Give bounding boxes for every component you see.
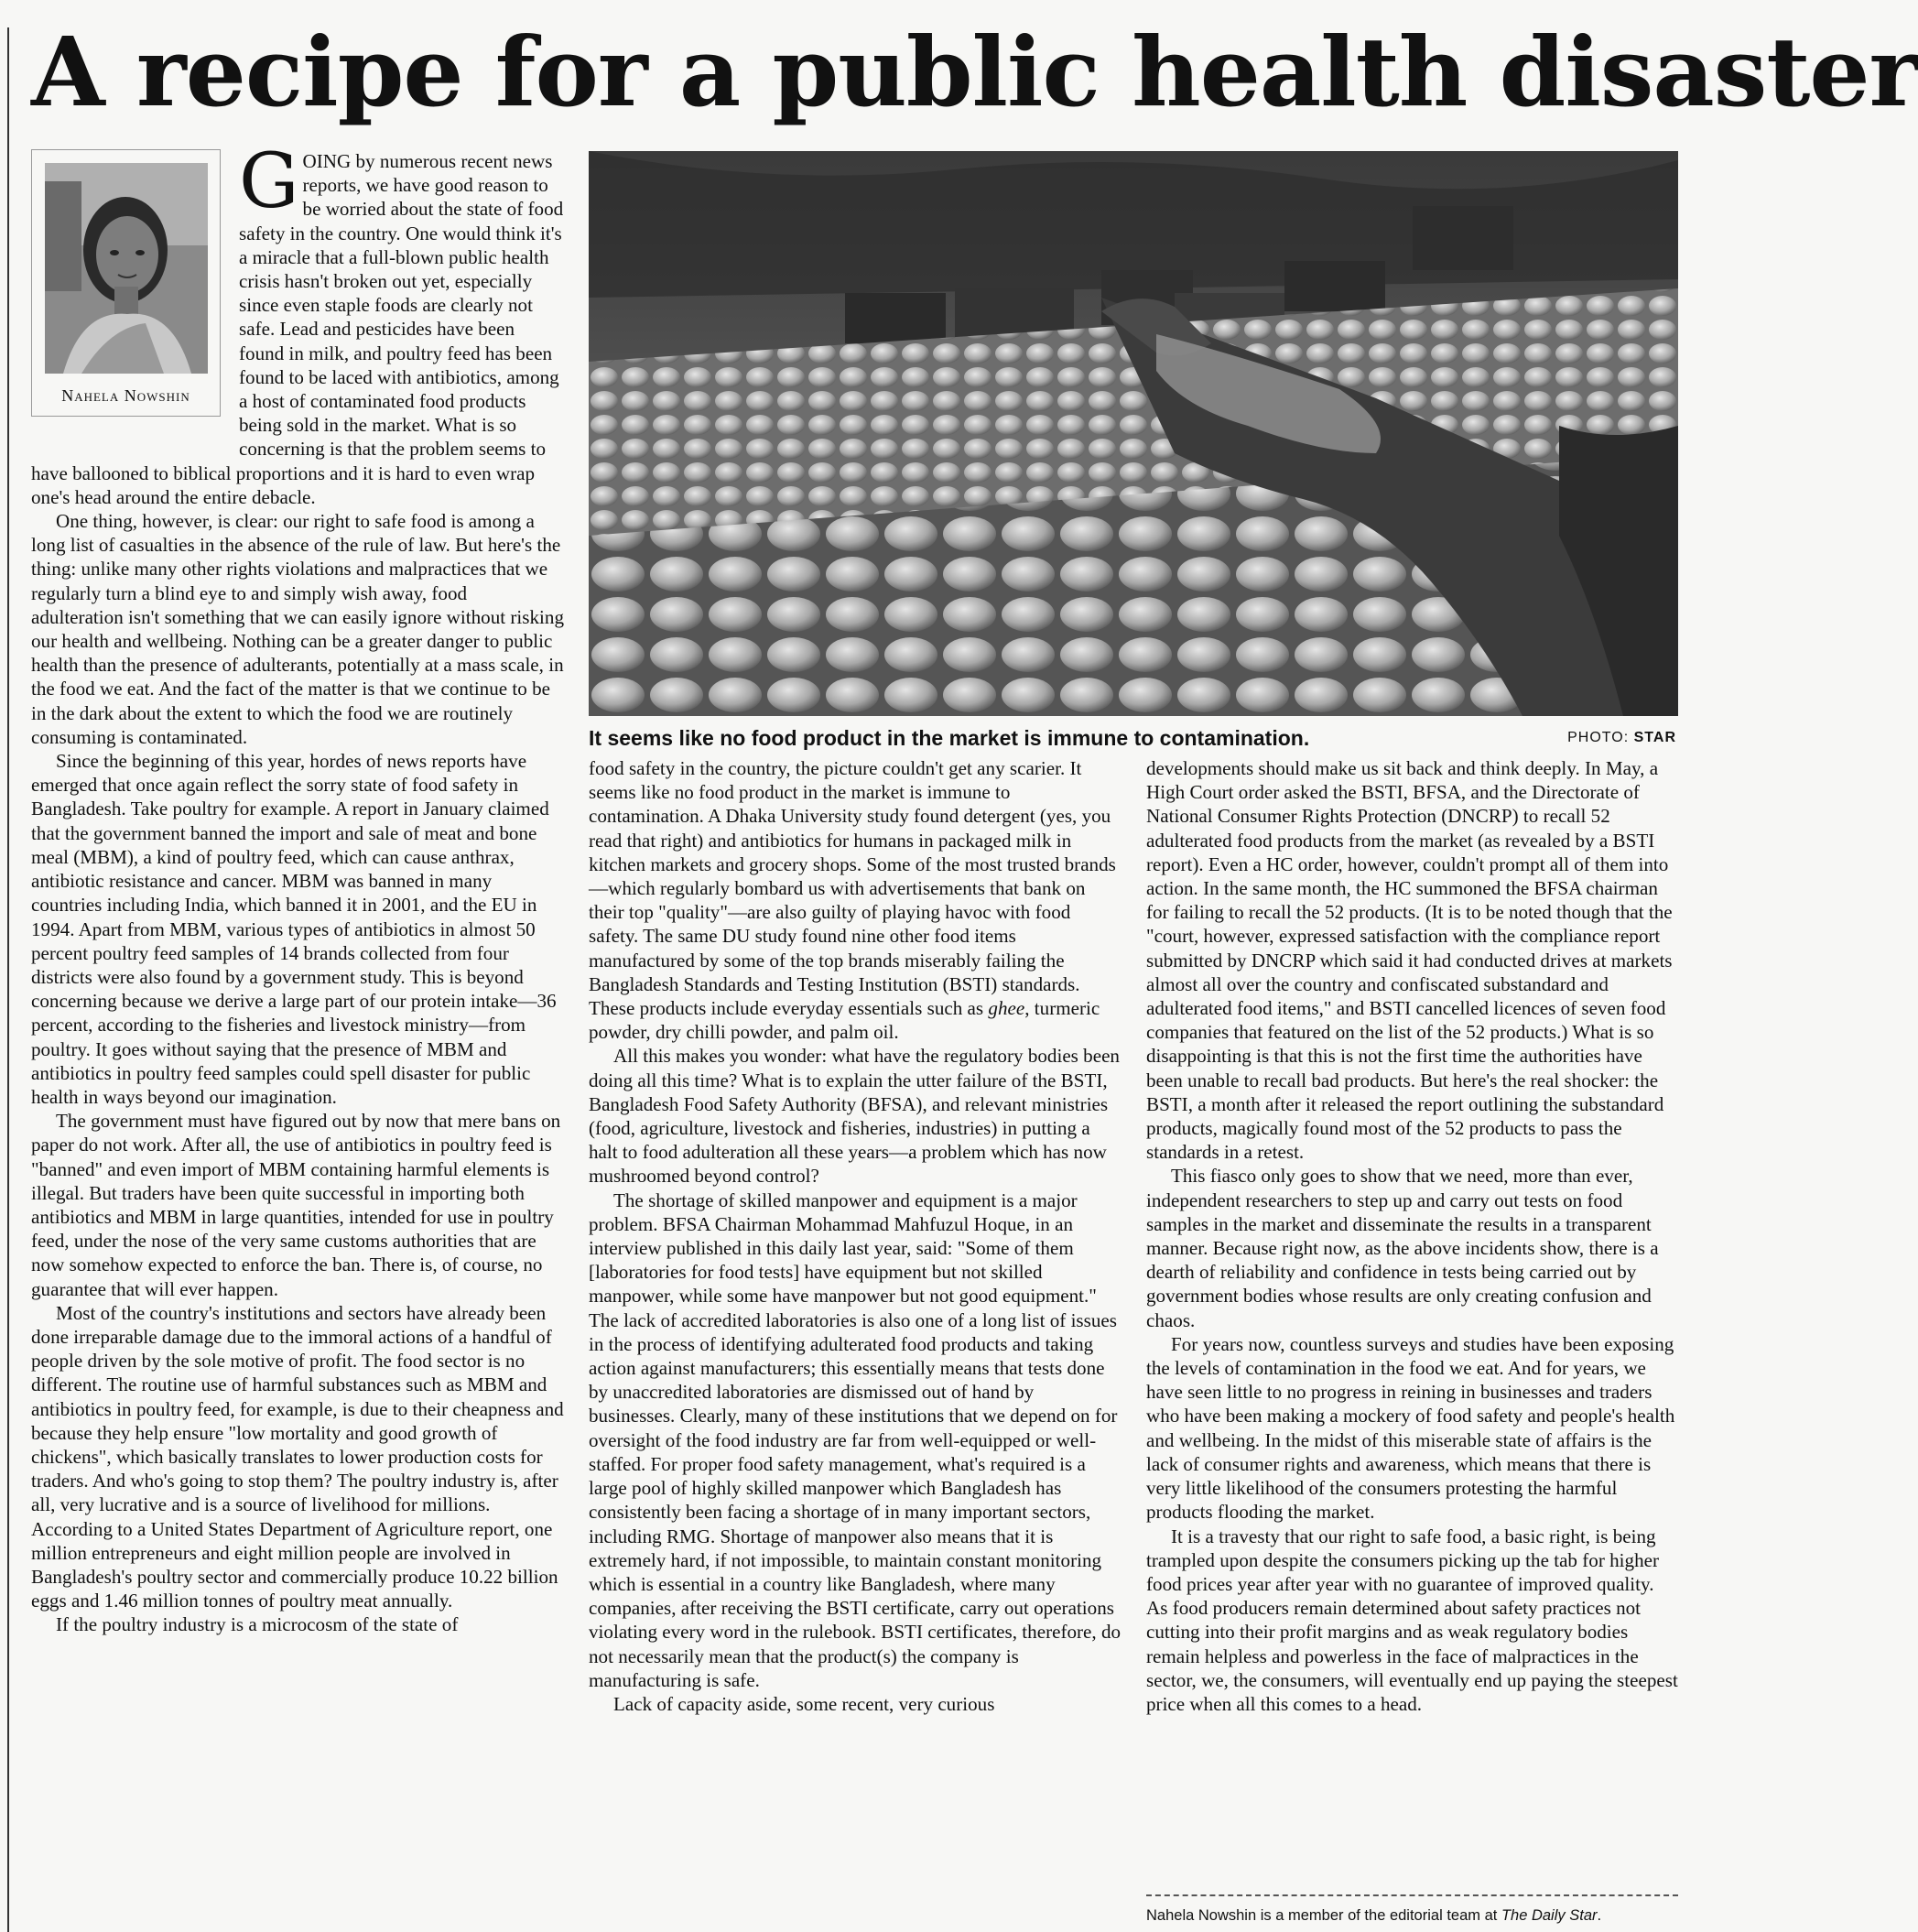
author-footnote: Nahela Nowshin is a member of the editorial team at The Daily Star. (1146, 1907, 1602, 1924)
photo-credit-label: PHOTO: (1567, 730, 1630, 745)
article-paragraph: One thing, however, is clear: our right to safe food is among a long list of casualties in the absence of the rule of law. But here's the thing: unlike many other rights violations and malpractices that we regularly turn a blind eye to and simply wish away, food adulteration isn't something that we can easily ignore without risking our health and wellbeing. Nothing can be a greater danger to public health than the presence of adulterants, potentially at a mass scale, in the food we eat. And the fact of the matter is that we continue to be in the dark about the extent to which the food we are routinely consuming is contaminated. (31, 510, 565, 748)
article-paragraph: developments should make us sit back and think deeply. In May, a High Court order asked the BSTI, BFSA, and the Directorate of National Consumer Rights Protection (DNCRP) to recall 52 adulterated food products from the market (as revealed by a BSTI report). Even a HC order, however, couldn't prompt all of them into action. In the same month, the HC summoned the BFSA chairman for failing to recall the 52 products. (It is to be noted though that the "court, however, expressed satisfaction with the compliance report submitted by DNCRP which said it had conducted drives at markets almost all over the country and confiscated substandard and adulterated food items," and BSTI cancelled licences of seven food companies that featured on the list of the 52 products.) What is so disappointing is that this is not the first time the authorities have been unable to recall bad products. But here's the real shocker: the BSTI, a month after it released the report outlining the substandard products, magically found most of the 52 products to pass the standards in a retest. (1146, 757, 1673, 1164)
photo-caption: It seems like no food product in the market is immune to contamination. (589, 726, 1310, 750)
article-paragraph: It is a travesty that our right to safe food, a basic right, is being trampled upon despite the consumers picking up the tab for higher food prices year after year with no guarantee of improved quality. As food producers remain determined about safety practices not cutting into their profit margins and as weak regulatory bodies remain helpless and powerless in the face of malpractices in the sector, we, the consumers, will eventually end up paying the steepest price when all this comes to a head. (1146, 1525, 1678, 1715)
article-paragraph: For years now, countless surveys and studies have been exposing the levels of contamination in the food we eat. And for years, we have seen little to no progress in reining in businesses and traders who have been making a mockery of food safety and people's health and wellbeing. In the midst of this miserable state of affairs is the lack of consumer rights and awareness, which means that there is very little likelihood of the consumers protesting the harmful products flooding the market. (1146, 1332, 1675, 1524)
article-paragraph: GOING by numerous recent news reports, we have good reason to be worried about the state of food safety in the country. One would think it's a miracle that a full-blown public health crisis hasn't broken out yet, especially since even staple foods are clearly not safe. Lead and pesticides have been found in milk, and poultry feed has been found to be laced with antibiotics, among a host of contaminated food products being sold in the market. What is so concerning is that the problem seems to have ballooned to biblical proportions and it is hard to even wrap one's head around the entire debacle. (31, 138, 564, 508)
article-paragraph: Since the beginning of this year, hordes of news reports have emerged that once again reflect the sorry state of food safety in Bangladesh. Take poultry for example. A report in January claimed that the government banned the import and sale of meat and bone meal (MBM), a kind of poultry feed, which can cause anthrax, antibiotic resistance and cancer. MBM was banned in many countries including India, which banned it in 2001, and the EU in 1994. Apart from MBM, various types of antibiotics in almost 50 percent poultry feed samples of 14 brands collected from four districts were also found by a government study. This is beyond concerning because we derive a large part of our protein intake—36 percent, according to the fisheries and livestock ministry—from poultry. It goes without saying that the presence of MBM and antibiotics in poultry feed samples could spell disaster for public health in ways beyond our imagination. (31, 750, 557, 1108)
headline: A recipe for a public health disaster (31, 16, 1918, 128)
photo-caption-row (589, 726, 1678, 754)
article-paragraph: The shortage of skilled manpower and equipment is a major problem. BFSA Chairman Mohammad Mahfuzul Hoque, in an interview published in this daily last year, said: "Some of them [laboratories for food tests] have equipment but not skilled manpower, while some have manpower but not good equipment." The lack of accredited laboratories is also one of a long list of issues in the process of identifying adulterated food products and taking action against manufacturers; this essentially means that tests done by unaccredited laboratories are dismissed out of hand by businesses. Clearly, many of these institutions that we depend on for oversight of the food industry are far from well-equipped or well-staffed. For proper food safety management, what's required is a large pool of highly skilled manpower which Bangladesh has consistently been facing a shortage of in many important sectors, including RMG. Shortage of manpower also means that it is extremely hard, if not impossible, to maintain constant monitoring which is essential in a country like Bangladesh, where many companies, after receiving the BSTI certificate, carry out operations violating every word in the rulebook. BSTI certificates, therefore, do not necessarily mean that the product(s) the company is manufacturing is safe. (589, 1189, 1122, 1691)
article-column-1 (31, 138, 565, 1637)
article-paragraph: food safety in the country, the picture couldn't get any scarier. It seems like no food product in the market is immune to contamination. A Dhaka University study found detergent (yes, you read that right) and antibiotics for humans in packaged milk in kitchen markets and grocery shops. Some of the most trusted brands—which regularly bombard us with advertisements that bank on their top "quality"—are also guilty of playing havoc with food safety. The same DU study found nine other food items manufactured by some of the top brands miserably failing the Bangladesh Standards and Testing Institution (BSTI) standards. These products include everyday essentials such as ghee, turmeric powder, dry chilli powder, and palm oil. (589, 757, 1116, 1044)
article-paragraph: The government must have figured out by now that mere bans on paper do not work. After all, the use of antibiotics in poultry feed is "banned" and even import of MBM containing harmful elements is illegal. But traders have been quite successful in importing both antibiotics and MBM in large quantities, intended for use in poultry feed, under the nose of the very same customs authorities that are now somehow expected to enforce the ban. There is, of course, no guarantee that will ever happen. (31, 1110, 561, 1300)
footnote-divider (1146, 1894, 1678, 1896)
article-photo (589, 151, 1678, 716)
article-column-3 (1146, 756, 1678, 1716)
publication-name: The Daily Star (1501, 1907, 1598, 1924)
photo-credit-source: STAR (1633, 730, 1676, 745)
author-name: Nahela Nowshin (61, 386, 190, 405)
article-paragraph: Most of the country's institutions and sectors have already been done irreparable damage due to the immoral actions of a handful of people driven by the sole motive of profit. The food sector is no different. The routine use of harmful substances such as MBM and antibiotics in poultry feed, for example, is due to their cheapness and because they help ensure "low mortality and good growth of chickens", which basically translates to lower production costs for traders. And who's going to stop them? The poultry industry is, after all, very lucrative and is a source of livelihood for millions. According to a United States Department of Agriculture report, one million entrepreneurs and eight million people are involved in Bangladesh's poultry sector and commercially produce 10.22 billion eggs and 1.46 million tonnes of poultry meat annually. (31, 1301, 564, 1612)
photo-credit (1567, 730, 1676, 746)
article-paragraph: This fiasco only goes to show that we need, more than ever, independent researchers to step up and carry out tests on food samples in the market and disseminate the results in a transparent manner. Because right now, as the above incidents show, there is a dearth of reliability and confidence in tests being carried out by government bodies whose results are only creating confusion and chaos. (1146, 1165, 1659, 1331)
article-paragraph: All this makes you wonder: what have the regulatory bodies been doing all this time? What is to explain the utter failure of the BSTI, Bangladesh Food Safety Authority (BFSA), and relevant ministries (food, agriculture, livestock and fisheries, industries) in putting a halt to food adulteration all these years—a problem which has now mushroomed beyond control? (589, 1045, 1120, 1188)
column-divider (7, 27, 9, 1932)
article-paragraph: If the poultry industry is a microcosm of the state of (56, 1613, 459, 1636)
drop-cap: G (239, 138, 299, 225)
article-column-2 (589, 756, 1122, 1716)
article-paragraph: Lack of capacity aside, some recent, very curious (613, 1692, 995, 1715)
